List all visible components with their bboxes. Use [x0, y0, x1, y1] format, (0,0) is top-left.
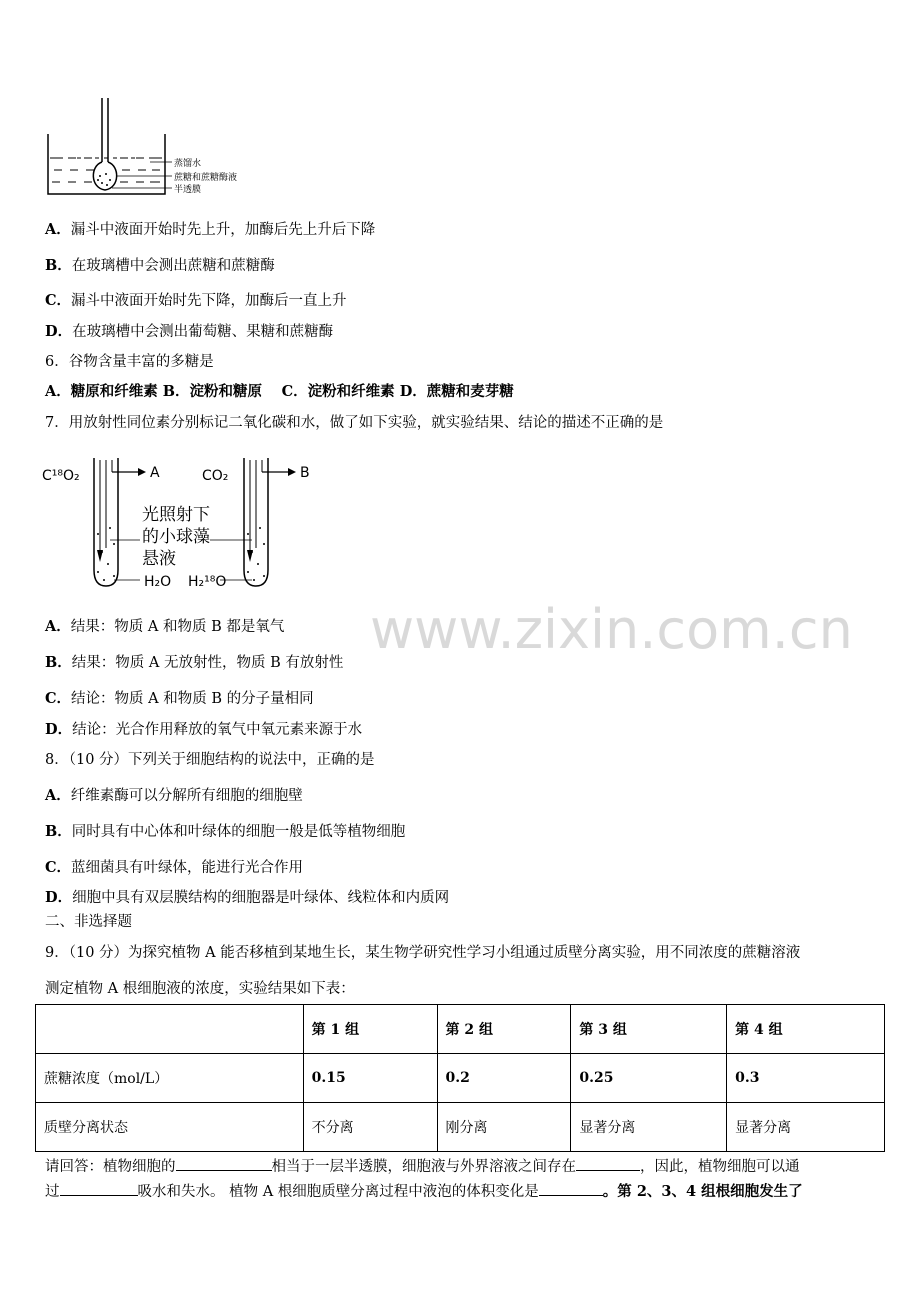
- answer-blank[interactable]: [539, 1181, 603, 1196]
- answer-blank[interactable]: [176, 1156, 272, 1171]
- q7-stem: 7．用放射性同位素分别标记二氧化碳和水，做了如下实验，就实验结果、结论的描述不正确的是: [45, 415, 664, 431]
- left-gas-label: C¹⁸O₂: [42, 468, 80, 484]
- table-header-row: [36, 1005, 885, 1054]
- q6-stem: 6．谷物含量丰富的多糖是: [45, 354, 214, 370]
- q8-option-b: B．同时具有中心体和叶绿体的细胞一般是低等植物细胞: [45, 823, 406, 840]
- q8-option-a: A．纤维素酶可以分解所有细胞的细胞壁: [45, 787, 303, 804]
- q5-option-c: C．漏斗中液面开始时先下降，加酶后一直上升: [45, 292, 347, 309]
- q9-answer-line-1: 请回答：植物细胞的 相当于一层半透膜，细胞液与外界溶液之间存在 ，因此，植物细胞可以通: [45, 1155, 800, 1176]
- q7-option-d: D．结论：光合作用释放的氧气中氧元素来源于水: [45, 721, 363, 738]
- table-header-cell: 第 2 组: [437, 1005, 571, 1054]
- q7-option-b: B．结果：物质 A 无放射性，物质 B 有放射性: [45, 654, 344, 671]
- table-cell: 0.15: [303, 1054, 437, 1103]
- table-cell: 不分离: [303, 1103, 437, 1152]
- table-cell: 0.3: [727, 1054, 885, 1103]
- osmosis-apparatus-figure: [40, 96, 270, 200]
- table-header-cell: [36, 1005, 304, 1054]
- left-water-label: H₂O: [144, 574, 172, 590]
- answer-blank[interactable]: [576, 1156, 640, 1171]
- table-header-cell: 第 1 组: [303, 1005, 437, 1054]
- results-table: [35, 1004, 885, 1152]
- table-row: [36, 1054, 885, 1103]
- table-cell: 显著分离: [727, 1103, 885, 1152]
- right-gas-label: CO₂: [202, 468, 229, 484]
- output-a-label: A: [150, 465, 160, 481]
- q8-option-c: C．蓝细菌具有叶绿体，能进行光合作用: [45, 859, 304, 876]
- q5-option-a: A．漏斗中液面开始时先上升，加酶后先上升后下降: [45, 221, 376, 238]
- table-cell: 刚分离: [437, 1103, 571, 1152]
- table-cell: 0.25: [571, 1054, 727, 1103]
- center-label-line-2: 的小球藻: [142, 527, 210, 547]
- table-cell: 0.2: [437, 1054, 571, 1103]
- q5-option-b: B．在玻璃槽中会测出蔗糖和蔗糖酶: [45, 257, 275, 274]
- q9-stem-line-1: 9．（10 分）为探究植物 A 能否移植到某地生长，某生物学研究性学习小组通过质壁分离实验，用不同浓度的蔗糖溶液: [45, 945, 801, 961]
- table-row: [36, 1103, 885, 1152]
- q7-option-c: C．结论：物质 A 和物质 B 的分子量相同: [45, 690, 314, 707]
- center-label-line-1: 光照射下: [142, 505, 210, 525]
- label-membrane: 半透膜: [174, 185, 202, 195]
- table-cell: 质壁分离状态: [36, 1103, 304, 1152]
- watermark: www.zixin.com.cn: [370, 598, 853, 661]
- center-label-line-3: 悬液: [142, 549, 176, 569]
- q5-option-d: D．在玻璃槽中会测出葡萄糖、果糖和蔗糖酶: [45, 323, 334, 340]
- label-distilled-water: 蒸馏水: [174, 159, 202, 169]
- table-cell: 显著分离: [571, 1103, 727, 1152]
- table-cell: 蔗糖浓度（mol/L）: [36, 1054, 304, 1103]
- answer-blank[interactable]: [60, 1181, 138, 1196]
- table-header-cell: 第 4 组: [727, 1005, 885, 1054]
- q8-stem: 8．（10 分）下列关于细胞结构的说法中，正确的是: [45, 752, 375, 768]
- output-b-label: B: [300, 465, 310, 481]
- isotope-experiment-figure: [40, 452, 330, 598]
- q9-answer-line-2: 过 吸水和失水。 植物 A 根细胞质壁分离过程中液泡的体积变化是 。第 2、3、4 组根细胞发生了: [45, 1183, 803, 1200]
- q6-options: A．糖原和纤维素 B．淀粉和糖原 C．淀粉和纤维素 D．蔗糖和麦芽糖: [45, 383, 514, 400]
- q7-option-a: A．结果：物质 A 和物质 B 都是氧气: [45, 618, 285, 635]
- q9-stem-line-2: 测定植物 A 根细胞液的浓度，实验结果如下表：: [45, 981, 355, 997]
- q8-option-d: D．细胞中具有双层膜结构的细胞器是叶绿体、线粒体和内质网: [45, 889, 450, 906]
- table-header-cell: 第 3 组: [571, 1005, 727, 1054]
- section-heading: 二、非选择题: [45, 914, 132, 930]
- right-water-label: H₂¹⁸O: [188, 574, 227, 590]
- label-sucrose-enzyme: 蔗糖和蔗糖酶液: [174, 173, 238, 183]
